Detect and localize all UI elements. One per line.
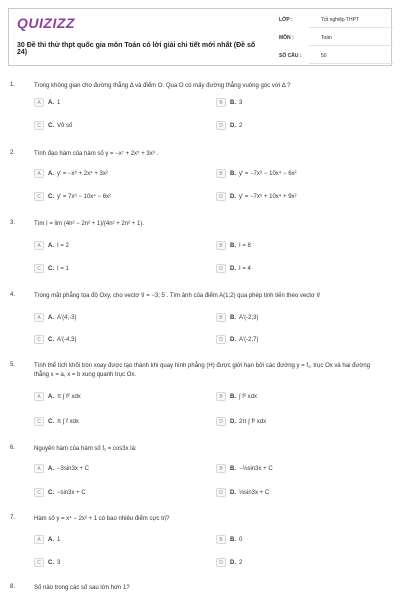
option-letter: D. [230, 559, 236, 566]
option-text: 3 [57, 559, 61, 566]
option-badge: D [216, 417, 226, 426]
option-text: 2π ∫ f² xdx [239, 418, 267, 425]
option-b[interactable] [216, 312, 258, 323]
option-letter: B. [230, 99, 236, 106]
option-letter: B. [230, 393, 236, 400]
option-text: I = 2 [57, 242, 69, 249]
option-badge: D [216, 558, 226, 567]
option-text: 0 [239, 536, 243, 543]
option-badge: D [216, 335, 226, 344]
option-c[interactable] [34, 191, 111, 202]
option-letter: A. [48, 314, 54, 321]
option-c[interactable] [34, 263, 69, 274]
option-letter: A. [48, 99, 54, 106]
option-text: y' = −x⁶ + 2x⁴ + 3x² [57, 170, 108, 177]
option-badge: A [34, 464, 44, 473]
option-text: 2 [239, 122, 243, 129]
question-number: 1. [10, 82, 16, 88]
option-text: y' = −7x⁶ − 10x⁴ − 6x² [239, 170, 297, 177]
meta-value: Toán [309, 31, 393, 46]
option-text: −3sin3x + C [57, 465, 90, 472]
option-b[interactable] [216, 463, 273, 474]
question-text: Số nào trong các số sau lớn hơn 1? [34, 585, 130, 591]
option-b[interactable] [216, 97, 242, 108]
option-text: 1 [57, 99, 61, 106]
option-text: 3 [239, 99, 243, 106]
option-b[interactable] [216, 391, 257, 402]
meta-row-count [273, 49, 393, 63]
option-letter: B. [230, 242, 236, 249]
option-letter: B. [230, 170, 236, 177]
option-d[interactable] [216, 334, 258, 345]
option-letter: D. [230, 193, 236, 200]
option-d[interactable] [216, 191, 297, 202]
option-badge: C [34, 192, 44, 201]
option-letter: A. [48, 465, 54, 472]
option-letter: C. [48, 336, 54, 343]
question-text: Tính thể tích khối tròn xoay được tạo thành khi quay hình phẳng (H) được giới hạn bởi các đường y = f₁, trục Ox và hai đường thẳng x = a, x = b xung quanh trục Ox. [34, 363, 371, 378]
option-text: ∫ f² xdx [239, 393, 257, 400]
worksheet-title: 30 Đề thi thử thpt quốc gia môn Toán có lời giải chi tiết mới nhất (Đề số 24) [17, 42, 256, 56]
option-letter: D. [230, 122, 236, 129]
option-text: 2 [239, 559, 243, 566]
option-letter: D. [230, 418, 236, 425]
option-badge: C [34, 264, 44, 273]
meta-key: SỐ CÂU : [279, 53, 302, 59]
question-number: 5. [10, 362, 16, 368]
option-letter: C. [48, 418, 54, 425]
option-badge: A [34, 169, 44, 178]
option-a[interactable] [34, 534, 60, 545]
option-letter: A. [48, 536, 54, 543]
question-number: 2. [10, 150, 16, 156]
option-text: y' = −7x⁶ + 10x⁴ + 9x² [239, 193, 297, 200]
option-letter: B. [230, 314, 236, 321]
option-text: I = 1 [57, 265, 69, 272]
meta-key: MÔN : [279, 35, 294, 41]
option-text: A'(-4;3) [57, 336, 77, 343]
option-text: π ∫ f² xdx [57, 393, 81, 400]
option-text: A'(-2;7) [239, 336, 259, 343]
option-a[interactable] [34, 463, 89, 474]
option-d[interactable] [216, 263, 251, 274]
worksheet-meta [273, 9, 393, 67]
option-c[interactable] [34, 557, 60, 568]
option-badge: D [216, 121, 226, 130]
question-text: Tìm I = lim (4n² − 2n² + 1)/(4n² + 2n² + 1). [34, 221, 144, 227]
option-text: A'(4;-3) [57, 314, 77, 321]
question-number: 3. [10, 220, 16, 226]
option-c[interactable] [34, 334, 76, 345]
option-badge: D [216, 264, 226, 273]
option-badge: C [34, 488, 44, 497]
option-badge: B [216, 535, 226, 544]
option-a[interactable] [34, 240, 69, 251]
question-text: Trong mặt phẳng tọa độ Oxy, cho vectơ v⃗ = −3; 5 . Tìm ảnh của điểm A(1;2) qua phép tịnh tiến theo vectơ v⃗ [34, 293, 321, 299]
question-text: Trong không gian cho đường thẳng Δ và điểm O. Qua O có mấy đường thẳng vuông góc với Δ ? [34, 83, 291, 89]
option-text: π ∫ f xdx [57, 418, 79, 425]
option-badge: C [34, 417, 44, 426]
option-letter: B. [230, 465, 236, 472]
option-badge: B [216, 169, 226, 178]
option-a[interactable] [34, 168, 108, 179]
option-text: I = 4 [239, 265, 251, 272]
option-letter: C. [48, 122, 54, 129]
option-c[interactable] [34, 416, 79, 427]
option-badge: A [34, 535, 44, 544]
option-badge: D [216, 192, 226, 201]
question-number: 6. [10, 445, 16, 451]
option-letter: A. [48, 242, 54, 249]
question-number: 4. [10, 292, 16, 298]
option-text: −sin3x + C [57, 489, 86, 496]
meta-value: 50 [309, 49, 393, 64]
option-d[interactable] [216, 120, 242, 131]
meta-row-class [273, 13, 393, 27]
option-letter: D. [230, 336, 236, 343]
option-letter: B. [230, 536, 236, 543]
option-a[interactable] [34, 391, 81, 402]
question-number: 7. [10, 515, 16, 521]
quizizz-logo: QUIZIZZ [17, 15, 75, 31]
option-badge: B [216, 313, 226, 322]
meta-key: LỚP : [279, 17, 293, 23]
option-a[interactable] [34, 312, 76, 323]
option-letter: D. [230, 489, 236, 496]
option-text: 1 [57, 536, 61, 543]
option-letter: C. [48, 193, 54, 200]
option-letter: A. [48, 393, 54, 400]
option-badge: C [34, 121, 44, 130]
option-badge: B [216, 241, 226, 250]
option-b[interactable] [216, 168, 297, 179]
question-number: 8. [10, 584, 16, 590]
option-badge: C [34, 558, 44, 567]
option-badge: A [34, 392, 44, 401]
option-badge: B [216, 464, 226, 473]
option-badge: B [216, 98, 226, 107]
question-text: Tính đạo hàm của hàm số y = −x⁷ + 2x⁵ + 3x³ . [34, 151, 159, 157]
option-badge: D [216, 488, 226, 497]
option-badge: A [34, 241, 44, 250]
question-text: Hàm số y = x⁴ − 2x² + 1 có bao nhiêu điểm cực trị? [34, 516, 170, 522]
option-letter: C. [48, 489, 54, 496]
option-badge: C [34, 335, 44, 344]
option-text: y' = 7x⁶ − 10x⁴ − 6x² [57, 193, 112, 200]
option-letter: C. [48, 559, 54, 566]
option-letter: A. [48, 170, 54, 177]
worksheet-header [8, 8, 392, 66]
option-c[interactable] [34, 120, 72, 131]
option-c[interactable] [34, 487, 86, 498]
meta-row-subject [273, 31, 393, 45]
option-b[interactable] [216, 240, 251, 251]
option-text: A'(-2;3) [239, 314, 259, 321]
option-badge: B [216, 392, 226, 401]
option-badge: A [34, 313, 44, 322]
option-badge: A [34, 98, 44, 107]
option-d[interactable] [216, 487, 269, 498]
option-text: −⅓sin3x + C [239, 465, 273, 472]
option-text: ⅓sin3x + C [239, 489, 270, 496]
option-text: Vô số [57, 122, 73, 129]
option-b[interactable] [216, 534, 242, 545]
option-d[interactable] [216, 557, 242, 568]
question-text: Nguyên hàm của hàm số f₁ = cos3x là: [34, 446, 137, 452]
option-a[interactable] [34, 97, 60, 108]
option-letter: C. [48, 265, 54, 272]
meta-value: Tốt nghiệp THPT [309, 13, 393, 28]
option-letter: D. [230, 265, 236, 272]
option-text: I = 8 [239, 242, 251, 249]
option-d[interactable] [216, 416, 266, 427]
